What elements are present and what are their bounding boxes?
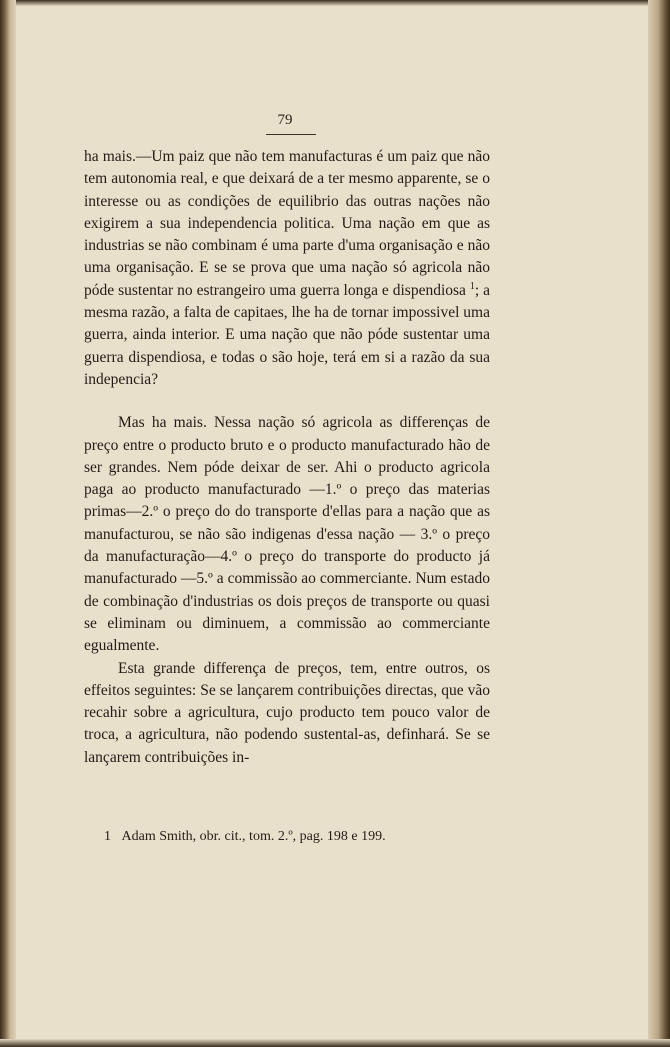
page-number: 79 xyxy=(277,112,293,128)
paragraph-1-after: ; a mesma razão, a falta de capitaes, lhe ha de tornar impossivel uma guerra, ainda interior. E uma nação que não póde sustentar uma guerra dispendiosa, e todas o são hoje, terá em si a razão da sua indepencia? xyxy=(84,281,491,388)
footnote xyxy=(104,829,504,845)
footnote-reference: 1 xyxy=(469,280,475,292)
book-gutter xyxy=(0,0,16,1047)
footnote-text: Adam Smith, obr. cit., tom. 2.º, pag. 198 e 199. xyxy=(121,829,386,844)
page-top-shadow xyxy=(0,0,670,6)
paragraph-1-before: ha mais.—Um paiz que não tem manufacturas é um paiz que não tem autonomia real, e que deixará de a ter mesmo apparente, se o interesse ou as condições de equilibrio das outras nações não exigirem a sua independencia politica. Uma nação em que as industrias se não combinam é uma parte d'uma organisação e não uma organisação. E se se prova que uma nação só agricola não póde sustentar no estrangeiro uma guerra longa e dispendiosa xyxy=(84,148,490,299)
paragraph-2: Mas ha mais. Nessa nação só agricola as differenças de preço entre o producto bruto e o producto manufacturado hão de ser grandes. Nem póde deixar de ser. Ahi o producto agricola paga ao producto manufacturado —1.º o preço das materias primas—2.º o preço do do transporte d'ellas para a nação que as manufacturou, se não são indigenas d'essa nação — 3.º o preço da manufacturação—4.º o preço do transporte do producto já manufacturado —5.º a commissão ao commerciante. Num estado de combinação d'industrias os dois preços de transporte ou quasi se eliminam ou diminuem, a commissão ao commerciante egualmente. xyxy=(84,414,490,655)
paragraph-3: Esta grande differença de preços, tem, entre outros, os effeitos seguintes: Se se lançarem contribuições directas, que vão recahir sobre a agricultura, cujo producto tem pouco valor de troca, a agricultura, não podendo sustental-as, definhará. Se se lançarem contribuições in- xyxy=(84,659,490,766)
page-bottom-shadow xyxy=(0,1039,670,1047)
paragraph-1 xyxy=(84,146,490,391)
body-text xyxy=(84,146,490,769)
page-right-edge xyxy=(648,0,670,1047)
footnote-marker: 1 xyxy=(104,829,111,844)
page-number-rule xyxy=(266,134,316,135)
